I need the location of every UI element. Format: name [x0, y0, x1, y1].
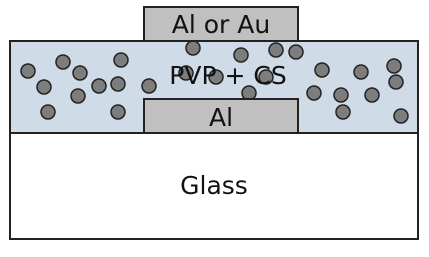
- cs-particle: [37, 80, 51, 94]
- cs-particle: [234, 48, 248, 62]
- cs-particle: [389, 75, 403, 89]
- cs-particle: [114, 53, 128, 67]
- cs-particle: [71, 89, 85, 103]
- cs-particle: [336, 105, 350, 119]
- cs-particle: [92, 79, 106, 93]
- cs-particle: [354, 65, 368, 79]
- top-electrode-label: Al or Au: [171, 10, 271, 39]
- cs-particle: [73, 66, 87, 80]
- cs-particle: [365, 88, 379, 102]
- cs-particle: [394, 109, 408, 123]
- substrate-label: Glass: [180, 171, 248, 200]
- cs-particle: [315, 63, 329, 77]
- cs-particle: [21, 64, 35, 78]
- cs-particle: [111, 105, 125, 119]
- dielectric-label: PVP + CS: [169, 61, 287, 90]
- cs-particle: [186, 41, 200, 55]
- cs-particle: [111, 77, 125, 91]
- cs-particle: [387, 59, 401, 73]
- bottom-electrode-label: Al: [208, 103, 234, 132]
- cs-particle: [56, 55, 70, 69]
- cs-particle: [307, 86, 321, 100]
- cs-particle: [334, 88, 348, 102]
- cs-particle: [269, 43, 283, 57]
- cs-particle: [142, 79, 156, 93]
- cs-particle: [41, 105, 55, 119]
- cs-particle: [289, 45, 303, 59]
